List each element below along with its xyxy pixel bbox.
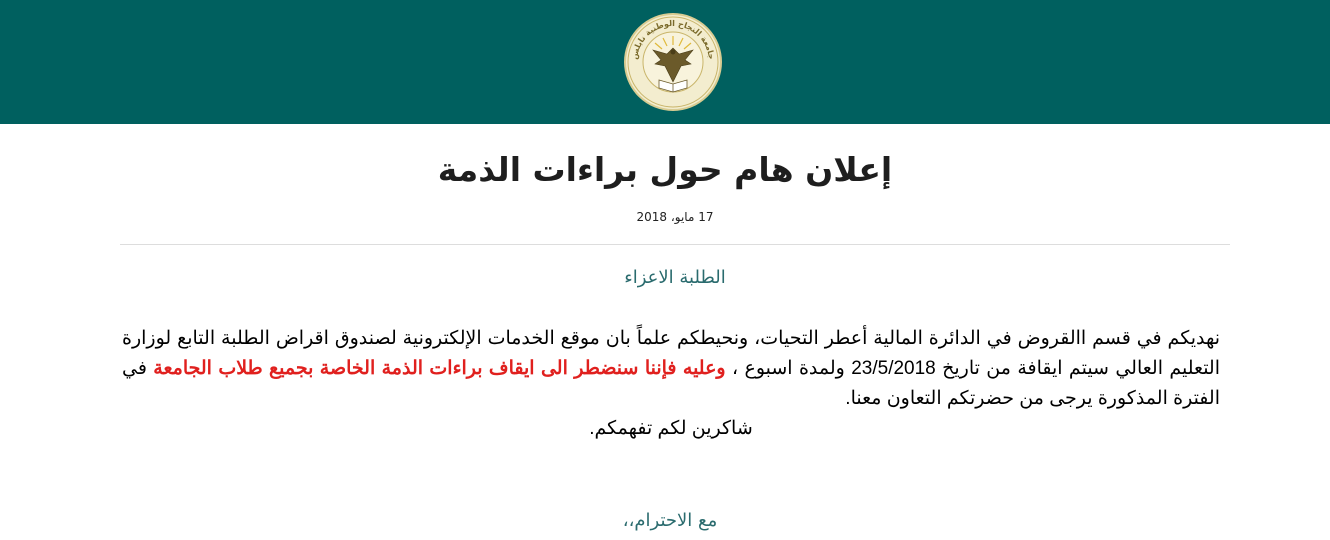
university-eagle-seal-icon <box>623 12 723 112</box>
thanks-line: شاكرين لكم تفهمكم. <box>589 418 753 439</box>
announcement-paragraph <box>122 324 1220 414</box>
svg-text:جامعة النجاح الوطنية نابلس: جامعة النجاح الوطنية نابلس <box>629 18 716 61</box>
post-date: 17 مايو، 2018 <box>636 210 714 224</box>
announcement-article <box>0 124 1330 540</box>
paragraph-text-part2: في الفترة المذكورة يرجى من حضرتكم التعاون معنا. <box>122 358 1220 409</box>
announcement-body <box>122 324 1220 444</box>
divider <box>120 244 1230 245</box>
salutation: الطلبة الاعزاء <box>624 267 726 288</box>
university-logo[interactable] <box>623 12 723 112</box>
paragraph-highlight: وعليه فإننا سنضطر الى ايقاف براءات الذمة الخاصة بجميع طلاب الجامعة <box>153 358 726 379</box>
page-title: إعلان هام حول براءات الذمة <box>437 150 893 189</box>
paragraph-text-part1: نهديكم في قسم االقروض في الدائرة المالية أعطر التحيات، ونحيطكم علماً بان موقع الخدمات الإلكترونية لصندوق اقراض الطلبة التابع لوزارة التعليم العالي سيتم ايقافة من تاريخ 23/5/2018 ولمدة اسبوع ، <box>122 328 1221 379</box>
site-header <box>0 0 1330 124</box>
closing-line: مع الاحترام،، <box>622 510 718 531</box>
